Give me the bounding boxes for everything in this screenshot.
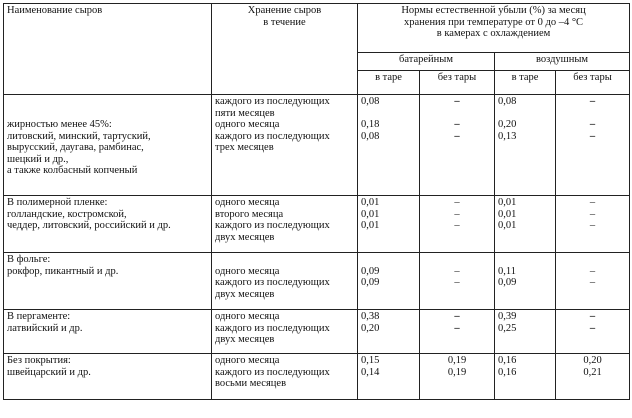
cheese-name-line: вырусский, даугава, рамбинас,: [7, 142, 144, 153]
header-norms-line: хранения при температуре от 0 до –4 °С: [404, 16, 584, 28]
storage-period-line: каждого из последующих: [215, 322, 330, 334]
cheese-name-line: В фольге:: [7, 254, 51, 265]
cheese-name-line: а также колбасный копченый: [7, 165, 138, 176]
storage-period-cell: [212, 253, 358, 310]
loss-value: 0,16: [498, 366, 517, 378]
loss-value: 0,01: [361, 197, 380, 208]
loss-value: 0,20: [498, 119, 517, 130]
loss-value: 0,15: [361, 355, 380, 366]
loss-value: 0,01: [361, 208, 380, 220]
loss-value: 0,11: [498, 265, 516, 277]
cheese-name-line: Без покрытия:: [7, 355, 71, 366]
dash-mark: –: [454, 311, 460, 322]
dash-mark: –: [454, 265, 460, 277]
battery-in-tare-cell: [358, 95, 420, 196]
loss-value: 0,16: [498, 355, 517, 366]
header-battery-cooling: батарейным: [358, 53, 495, 71]
loss-value: 0,08: [498, 96, 517, 107]
header-cheese-name: Наименование сыров: [4, 4, 212, 95]
loss-value: 0,01: [361, 220, 380, 231]
loss-value: 0,20: [583, 355, 602, 366]
loss-value: 0,38: [361, 311, 380, 322]
battery-no-tare-cell: [420, 354, 495, 400]
loss-value: [559, 254, 626, 266]
cheese-name-cell: [4, 95, 212, 196]
storage-period-cell: [212, 354, 358, 400]
storage-period-line: одного месяца: [215, 311, 280, 322]
dash-mark: –: [589, 197, 596, 208]
storage-period-line: одного месяца: [215, 119, 280, 130]
storage-period-cell: [212, 95, 358, 196]
loss-value: [559, 108, 626, 120]
cheese-loss-norms-table: [3, 3, 630, 400]
air-no-tare-cell: [556, 95, 630, 196]
cheese-name-line: литовский, минский, тартуский,: [7, 130, 151, 142]
storage-period-line: каждого из последующих: [215, 130, 330, 142]
battery-in-tare-cell: [358, 196, 420, 253]
table-body: [4, 95, 630, 400]
header-storage-period: [212, 4, 358, 95]
cheese-name-cell: [4, 354, 212, 400]
cheese-name-cell: [4, 196, 212, 253]
loss-value: 0,20: [361, 322, 380, 334]
loss-value: 0,09: [361, 265, 380, 277]
battery-no-tare-cell: [420, 196, 495, 253]
cheese-name-line: чеддер, литовский, российский и др.: [7, 220, 171, 231]
air-no-tare-cell: [556, 196, 630, 253]
table-row: [4, 354, 630, 400]
header-storage-line: Хранение сыров: [247, 5, 322, 16]
air-in-tare-cell: [495, 196, 556, 253]
storage-period-line: [215, 254, 354, 266]
dash-mark: –: [589, 311, 596, 322]
loss-value: [498, 108, 552, 120]
dash-mark: –: [454, 208, 460, 220]
dash-mark: –: [589, 322, 596, 334]
air-no-tare-cell: [556, 253, 630, 310]
cheese-name-line: шецкий и др.,: [7, 153, 69, 165]
loss-value: 0,19: [447, 355, 467, 366]
header-air-in-tare: в таре: [495, 70, 556, 94]
cheese-name-line: В полимерной пленке:: [7, 197, 108, 208]
battery-in-tare-cell: [358, 253, 420, 310]
storage-period-line: восьми месяцев: [215, 378, 287, 389]
table-row: [4, 95, 630, 196]
dash-mark: –: [589, 96, 596, 107]
dash-mark: –: [589, 119, 596, 130]
dash-mark: –: [589, 265, 596, 277]
loss-value: [423, 108, 491, 120]
storage-period-line: двух месяцев: [215, 231, 275, 243]
battery-in-tare-cell: [358, 354, 420, 400]
loss-value: 0,08: [361, 96, 380, 107]
cheese-name-cell: [4, 310, 212, 354]
storage-period-line: каждого из последующих: [215, 96, 330, 107]
cheese-name-line: В пергаменте:: [7, 311, 71, 322]
air-no-tare-cell: [556, 354, 630, 400]
table-row: [4, 196, 630, 253]
dash-mark: –: [589, 130, 596, 142]
storage-period-line: каждого из последующих: [215, 366, 330, 378]
header-battery-no-tare: без тары: [420, 70, 495, 94]
header-loss-norms: [358, 4, 630, 53]
dash-mark: –: [454, 96, 460, 107]
loss-value: 0,19: [447, 366, 467, 378]
storage-period-line: одного месяца: [215, 355, 280, 366]
loss-value: [361, 254, 416, 266]
storage-period-line: одного месяца: [215, 265, 280, 277]
loss-value: 0,39: [498, 311, 517, 322]
loss-value: 0,21: [583, 366, 602, 378]
storage-period-cell: [212, 310, 358, 354]
storage-period-line: второго месяца: [215, 208, 284, 220]
header-air-no-tare: без тары: [556, 70, 630, 94]
dash-mark: –: [589, 208, 596, 220]
air-in-tare-cell: [495, 310, 556, 354]
storage-period-line: пяти месяцев: [215, 107, 275, 119]
document-page: [3, 3, 629, 415]
air-in-tare-cell: [495, 354, 556, 400]
dash-mark: –: [454, 322, 460, 334]
battery-in-tare-cell: [358, 310, 420, 354]
air-in-tare-cell: [495, 95, 556, 196]
dash-mark: –: [589, 220, 596, 231]
storage-period-line: трех месяцев: [215, 142, 274, 153]
cheese-name-line: рокфор, пикантный и др.: [7, 265, 119, 277]
air-no-tare-cell: [556, 310, 630, 354]
header-battery-in-tare: в таре: [358, 70, 420, 94]
loss-value: 0,08: [361, 130, 380, 142]
loss-value: [498, 254, 552, 266]
header-norms-line: в камерах с охлаждением: [436, 28, 551, 39]
cheese-name-line: [7, 108, 208, 120]
battery-no-tare-cell: [420, 253, 495, 310]
storage-period-line: одного месяца: [215, 197, 280, 208]
loss-value: 0,18: [361, 119, 380, 130]
loss-value: 0,09: [361, 277, 380, 288]
dash-mark: –: [454, 277, 460, 288]
air-in-tare-cell: [495, 253, 556, 310]
loss-value: 0,14: [361, 366, 380, 378]
table-row: [4, 253, 630, 310]
dash-mark: –: [589, 277, 596, 288]
cheese-name-line: латвийский и др.: [7, 322, 83, 334]
loss-value: 0,01: [498, 208, 517, 220]
cheese-name-cell: [4, 253, 212, 310]
loss-value: 0,01: [498, 220, 517, 231]
dash-mark: –: [454, 119, 460, 130]
cheese-name-line: швейцарский и др.: [7, 366, 91, 378]
dash-mark: –: [454, 130, 460, 142]
cheese-name-line: жирностью менее 45%:: [7, 119, 112, 130]
header-storage-line: в течение: [263, 16, 306, 28]
storage-period-line: каждого из последующих: [215, 277, 330, 288]
storage-period-line: двух месяцев: [215, 288, 275, 300]
loss-value: [361, 108, 416, 120]
header-air-cooling: воздушным: [495, 53, 630, 71]
dash-mark: –: [454, 197, 460, 208]
battery-no-tare-cell: [420, 310, 495, 354]
table-row: [4, 310, 630, 354]
dash-mark: –: [454, 220, 460, 231]
cheese-name-line: голландские, костромской,: [7, 208, 127, 220]
loss-value: 0,09: [498, 277, 517, 288]
loss-value: [423, 254, 491, 266]
loss-value: 0,25: [498, 322, 517, 334]
storage-period-cell: [212, 196, 358, 253]
storage-period-line: двух месяцев: [215, 334, 275, 345]
storage-period-line: каждого из последующих: [215, 220, 330, 231]
loss-value: 0,13: [498, 130, 517, 142]
loss-value: 0,01: [498, 197, 517, 208]
header-norms-line: Нормы естественной убыли (%) за месяц: [401, 5, 586, 16]
cheese-name-line: [7, 96, 208, 108]
battery-no-tare-cell: [420, 95, 495, 196]
